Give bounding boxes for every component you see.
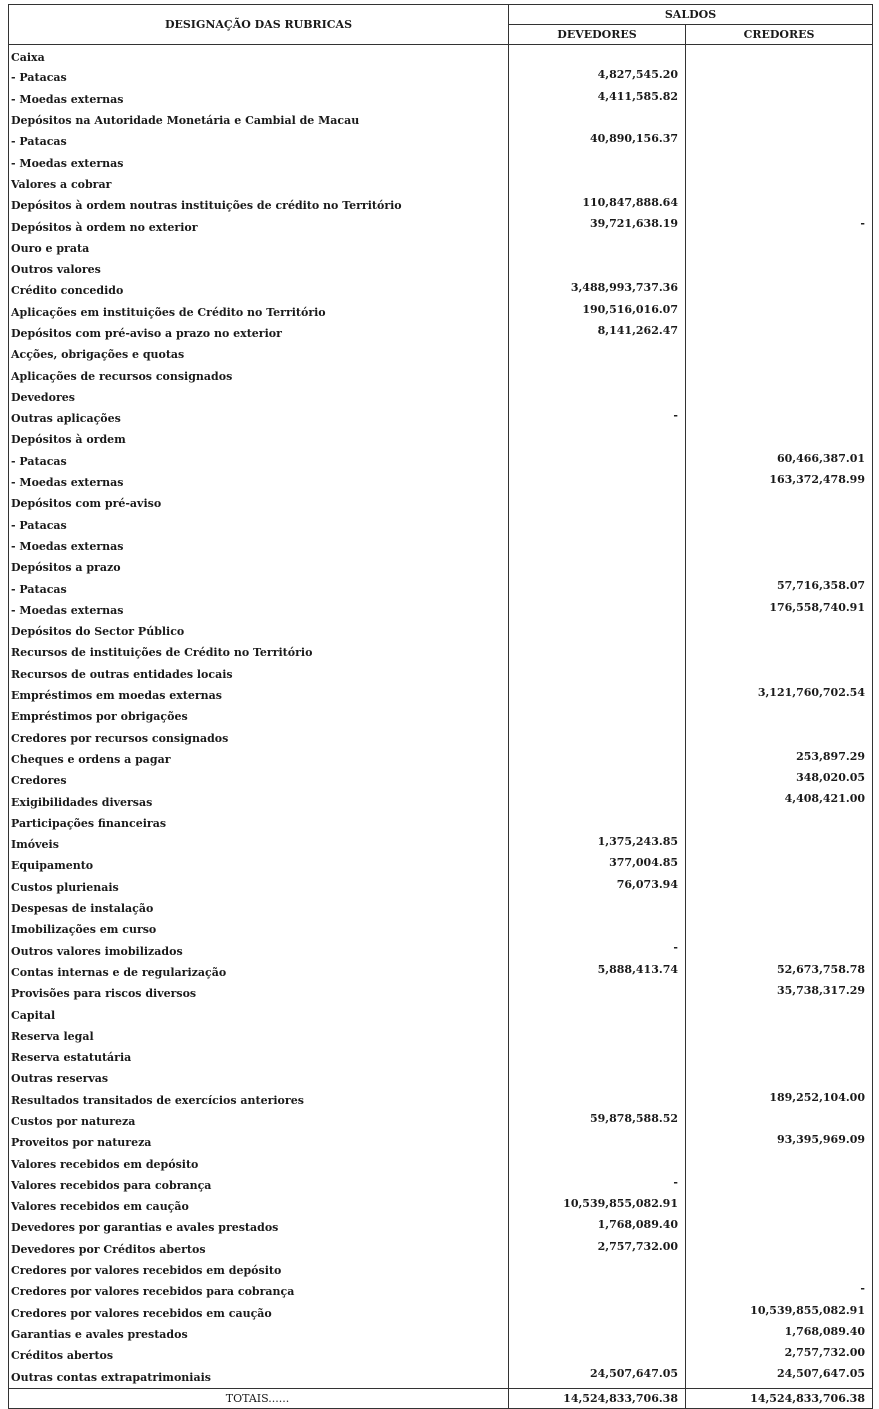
row-credores: [686, 1153, 873, 1174]
row-label: Outros valores: [9, 259, 509, 280]
table-row: [9, 898, 873, 919]
row-devedores: -: [509, 1175, 686, 1196]
row-devedores: [509, 1260, 686, 1281]
row-credores: 60,466,387.01: [686, 451, 873, 472]
row-label: Outras aplicações: [9, 408, 509, 429]
row-devedores: [509, 578, 686, 599]
row-credores: [686, 323, 873, 344]
row-label: Outros valores imobilizados: [9, 940, 509, 961]
row-devedores: 110,847,888.64: [509, 195, 686, 216]
row-label: - Moedas externas: [9, 536, 509, 557]
row-label: Valores recebidos para cobrança: [9, 1175, 509, 1196]
row-label: Credores por valores recebidos em depósito: [9, 1260, 509, 1281]
row-devedores: [509, 493, 686, 514]
table-row: [9, 1175, 873, 1196]
row-credores: 176,558,740.91: [686, 600, 873, 621]
table-row: [9, 621, 873, 642]
row-devedores: [509, 919, 686, 940]
row-devedores: 8,141,262.47: [509, 323, 686, 344]
table-row: [9, 770, 873, 791]
table-row: [9, 344, 873, 365]
row-credores: [686, 515, 873, 536]
row-label: Imobilizações em curso: [9, 919, 509, 940]
table-row: [9, 110, 873, 131]
table-row: [9, 280, 873, 301]
row-credores: [686, 408, 873, 429]
row-label: Depósitos na Autoridade Monetária e Cambial de Macau: [9, 110, 509, 131]
row-devedores: [509, 1153, 686, 1174]
table-row: [9, 749, 873, 770]
row-devedores: 4,411,585.82: [509, 89, 686, 110]
table-row: [9, 600, 873, 621]
row-devedores: [509, 174, 686, 195]
row-credores: [686, 152, 873, 173]
row-credores: [686, 877, 873, 898]
row-devedores: -: [509, 408, 686, 429]
row-credores: [686, 706, 873, 727]
table-row: [9, 578, 873, 599]
row-devedores: [509, 791, 686, 812]
row-credores: [686, 536, 873, 557]
table-row: [9, 1153, 873, 1174]
row-label: Outras contas extrapatrimoniais: [9, 1366, 509, 1388]
table-row: [9, 216, 873, 237]
table-row: [9, 813, 873, 834]
row-devedores: 39,721,638.19: [509, 216, 686, 237]
row-label: Empréstimos em moedas externas: [9, 685, 509, 706]
table-row: [9, 1345, 873, 1366]
table-row: [9, 983, 873, 1004]
row-credores: [686, 1068, 873, 1089]
row-devedores: [509, 387, 686, 408]
row-devedores: 40,890,156.37: [509, 131, 686, 152]
header-designation: DESIGNAÇÃO DAS RUBRICAS: [9, 5, 509, 45]
row-label: Imóveis: [9, 834, 509, 855]
row-credores: 253,897.29: [686, 749, 873, 770]
row-label: Devedores: [9, 387, 509, 408]
row-devedores: [509, 1026, 686, 1047]
table-row: [9, 45, 873, 68]
table-row: [9, 323, 873, 344]
row-devedores: [509, 664, 686, 685]
table-row: [9, 706, 873, 727]
row-devedores: 3,488,993,737.36: [509, 280, 686, 301]
row-credores: [686, 621, 873, 642]
row-label: Valores recebidos em caução: [9, 1196, 509, 1217]
row-devedores: [509, 110, 686, 131]
row-credores: [686, 728, 873, 749]
row-label: Participações financeiras: [9, 813, 509, 834]
row-label: Equipamento: [9, 855, 509, 876]
row-devedores: 2,757,732.00: [509, 1239, 686, 1260]
row-credores: [686, 493, 873, 514]
table-row: [9, 1196, 873, 1217]
row-label: Depósitos à ordem noutras instituições de crédito no Território: [9, 195, 509, 216]
row-devedores: [509, 344, 686, 365]
table-row: [9, 536, 873, 557]
row-credores: [686, 1047, 873, 1068]
balance-table: [8, 4, 873, 1409]
row-credores: [686, 1175, 873, 1196]
row-credores: -: [686, 216, 873, 237]
row-credores: [686, 1217, 873, 1238]
row-credores: [686, 1196, 873, 1217]
row-label: - Patacas: [9, 131, 509, 152]
table-row: [9, 1004, 873, 1025]
row-label: Custos plurienais: [9, 877, 509, 898]
row-label: Depósitos à ordem: [9, 429, 509, 450]
table-row: [9, 387, 873, 408]
table-row: [9, 1303, 873, 1324]
table-row: [9, 238, 873, 259]
row-credores: [686, 67, 873, 88]
row-devedores: [509, 983, 686, 1004]
row-credores: [686, 280, 873, 301]
row-label: Depósitos do Sector Público: [9, 621, 509, 642]
row-credores: 4,408,421.00: [686, 791, 873, 812]
row-label: Créditos abertos: [9, 1345, 509, 1366]
row-credores: [686, 1260, 873, 1281]
row-credores: [686, 365, 873, 386]
table-row: [9, 1366, 873, 1388]
row-credores: 24,507,647.05: [686, 1366, 873, 1388]
row-devedores: [509, 642, 686, 663]
table-row: [9, 834, 873, 855]
row-credores: [686, 834, 873, 855]
row-label: Proveitos por natureza: [9, 1132, 509, 1153]
row-devedores: [509, 429, 686, 450]
row-label: - Moedas externas: [9, 89, 509, 110]
row-devedores: [509, 1068, 686, 1089]
row-devedores: [509, 1324, 686, 1345]
row-label: Resultados transitados de exercícios anteriores: [9, 1090, 509, 1111]
row-credores: [686, 1239, 873, 1260]
table-row: [9, 302, 873, 323]
row-credores: 348,020.05: [686, 770, 873, 791]
table-row: [9, 259, 873, 280]
row-credores: [686, 429, 873, 450]
row-label: - Patacas: [9, 67, 509, 88]
row-devedores: 4,827,545.20: [509, 67, 686, 88]
row-credores: 10,539,855,082.91: [686, 1303, 873, 1324]
row-label: Credores: [9, 770, 509, 791]
row-label: Crédito concedido: [9, 280, 509, 301]
row-devedores: [509, 451, 686, 472]
row-devedores: 1,375,243.85: [509, 834, 686, 855]
row-devedores: [509, 1345, 686, 1366]
row-devedores: [509, 813, 686, 834]
row-credores: 52,673,758.78: [686, 962, 873, 983]
table-row: [9, 664, 873, 685]
table-row: [9, 919, 873, 940]
row-devedores: [509, 1303, 686, 1324]
row-credores: 189,252,104.00: [686, 1090, 873, 1111]
row-devedores: [509, 898, 686, 919]
table-row: [9, 429, 873, 450]
row-label: Credores por valores recebidos para cobrança: [9, 1281, 509, 1302]
row-label: Depósitos com pré-aviso: [9, 493, 509, 514]
row-devedores: [509, 365, 686, 386]
header-saldos: SALDOS: [509, 5, 873, 25]
row-credores: [686, 302, 873, 323]
row-devedores: [509, 1047, 686, 1068]
row-credores: [686, 855, 873, 876]
table-row: [9, 1260, 873, 1281]
row-devedores: [509, 770, 686, 791]
table-row: [9, 1111, 873, 1132]
row-devedores: 76,073.94: [509, 877, 686, 898]
row-label: Garantias e avales prestados: [9, 1324, 509, 1345]
table-row: [9, 493, 873, 514]
row-label: - Moedas externas: [9, 152, 509, 173]
row-label: Empréstimos por obrigações: [9, 706, 509, 727]
table-row: [9, 515, 873, 536]
table-row: [9, 1324, 873, 1345]
row-label: - Moedas externas: [9, 472, 509, 493]
row-devedores: -: [509, 940, 686, 961]
row-credores: [686, 813, 873, 834]
row-credores: [686, 344, 873, 365]
row-credores: [686, 238, 873, 259]
row-credores: [686, 45, 873, 68]
table-row: [9, 131, 873, 152]
row-label: Cheques e ordens a pagar: [9, 749, 509, 770]
table-row: [9, 67, 873, 88]
row-label: Valores a cobrar: [9, 174, 509, 195]
row-devedores: [509, 749, 686, 770]
row-label: Custos por natureza: [9, 1111, 509, 1132]
row-devedores: [509, 152, 686, 173]
row-devedores: [509, 1004, 686, 1025]
table-row: [9, 174, 873, 195]
row-label: Ouro e prata: [9, 238, 509, 259]
row-credores: -: [686, 1281, 873, 1302]
row-devedores: [509, 472, 686, 493]
table-row: [9, 855, 873, 876]
row-credores: [686, 259, 873, 280]
row-devedores: [509, 706, 686, 727]
row-label: Contas internas e de regularização: [9, 962, 509, 983]
row-label: Credores por recursos consignados: [9, 728, 509, 749]
row-credores: [686, 664, 873, 685]
row-devedores: 190,516,016.07: [509, 302, 686, 323]
row-devedores: 5,888,413.74: [509, 962, 686, 983]
row-devedores: [509, 536, 686, 557]
row-credores: [686, 174, 873, 195]
table-row: [9, 685, 873, 706]
table-row: [9, 1047, 873, 1068]
row-devedores: 10,539,855,082.91: [509, 1196, 686, 1217]
row-credores: 2,757,732.00: [686, 1345, 873, 1366]
row-label: Aplicações de recursos consignados: [9, 365, 509, 386]
table-row: [9, 1026, 873, 1047]
table-row: [9, 451, 873, 472]
row-label: Valores recebidos em depósito: [9, 1153, 509, 1174]
table-row: [9, 1132, 873, 1153]
row-devedores: [509, 238, 686, 259]
row-devedores: [509, 600, 686, 621]
row-label: Capital: [9, 1004, 509, 1025]
row-label: Depósitos a prazo: [9, 557, 509, 578]
table-row: [9, 195, 873, 216]
row-credores: [686, 642, 873, 663]
row-devedores: [509, 728, 686, 749]
row-devedores: [509, 557, 686, 578]
table-row: [9, 365, 873, 386]
totals-credores: 14,524,833,706.38: [686, 1388, 873, 1408]
table-row: [9, 642, 873, 663]
row-label: Recursos de instituições de Crédito no Território: [9, 642, 509, 663]
row-devedores: [509, 1090, 686, 1111]
totals-devedores: 14,524,833,706.38: [509, 1388, 686, 1408]
row-credores: [686, 131, 873, 152]
header-credores: CREDORES: [686, 25, 873, 45]
row-credores: [686, 898, 873, 919]
row-credores: [686, 1026, 873, 1047]
row-devedores: 377,004.85: [509, 855, 686, 876]
table-row: [9, 877, 873, 898]
table-row: [9, 472, 873, 493]
row-label: - Patacas: [9, 451, 509, 472]
row-label: Devedores por Créditos abertos: [9, 1239, 509, 1260]
row-devedores: [509, 1132, 686, 1153]
table-row: [9, 89, 873, 110]
totals-label: TOTAIS......: [9, 1388, 509, 1408]
table-row: [9, 152, 873, 173]
row-credores: [686, 1004, 873, 1025]
row-credores: 35,738,317.29: [686, 983, 873, 1004]
totals-row: [9, 1388, 873, 1408]
row-credores: 57,716,358.07: [686, 578, 873, 599]
row-devedores: [509, 259, 686, 280]
row-credores: 163,372,478.99: [686, 472, 873, 493]
table-row: [9, 728, 873, 749]
row-label: Aplicações em instituições de Crédito no Território: [9, 302, 509, 323]
row-label: - Patacas: [9, 515, 509, 536]
row-devedores: 1,768,089.40: [509, 1217, 686, 1238]
row-devedores: 59,878,588.52: [509, 1111, 686, 1132]
row-credores: [686, 940, 873, 961]
row-credores: [686, 919, 873, 940]
row-label: - Moedas externas: [9, 600, 509, 621]
table-row: [9, 408, 873, 429]
row-label: Devedores por garantias e avales prestados: [9, 1217, 509, 1238]
row-credores: [686, 195, 873, 216]
row-devedores: [509, 515, 686, 536]
header-devedores: DEVEDORES: [509, 25, 686, 45]
row-label: Reserva estatutária: [9, 1047, 509, 1068]
row-devedores: [509, 685, 686, 706]
row-label: Outras reservas: [9, 1068, 509, 1089]
table-row: [9, 1090, 873, 1111]
table-row: [9, 1239, 873, 1260]
table-row: [9, 1217, 873, 1238]
row-credores: [686, 89, 873, 110]
row-label: Despesas de instalação: [9, 898, 509, 919]
row-devedores: [509, 621, 686, 642]
table-row: [9, 1281, 873, 1302]
row-credores: [686, 387, 873, 408]
row-label: Reserva legal: [9, 1026, 509, 1047]
row-label: Depósitos com pré-aviso a prazo no exterior: [9, 323, 509, 344]
row-credores: [686, 1111, 873, 1132]
row-credores: [686, 557, 873, 578]
table-row: [9, 557, 873, 578]
table-row: [9, 940, 873, 961]
row-label: Depósitos à ordem no exterior: [9, 216, 509, 237]
row-label: Provisões para riscos diversos: [9, 983, 509, 1004]
row-credores: [686, 110, 873, 131]
row-devedores: 24,507,647.05: [509, 1366, 686, 1388]
row-label: Caixa: [9, 45, 509, 68]
row-credores: 1,768,089.40: [686, 1324, 873, 1345]
table-row: [9, 791, 873, 812]
row-label: - Patacas: [9, 578, 509, 599]
row-credores: 93,395,969.09: [686, 1132, 873, 1153]
row-label: Acções, obrigações e quotas: [9, 344, 509, 365]
table-row: [9, 962, 873, 983]
row-label: Recursos de outras entidades locais: [9, 664, 509, 685]
row-devedores: [509, 45, 686, 68]
row-label: Credores por valores recebidos em caução: [9, 1303, 509, 1324]
table-body: [9, 45, 873, 1389]
table-row: [9, 1068, 873, 1089]
row-label: Exigibilidades diversas: [9, 791, 509, 812]
row-devedores: [509, 1281, 686, 1302]
row-credores: 3,121,760,702.54: [686, 685, 873, 706]
